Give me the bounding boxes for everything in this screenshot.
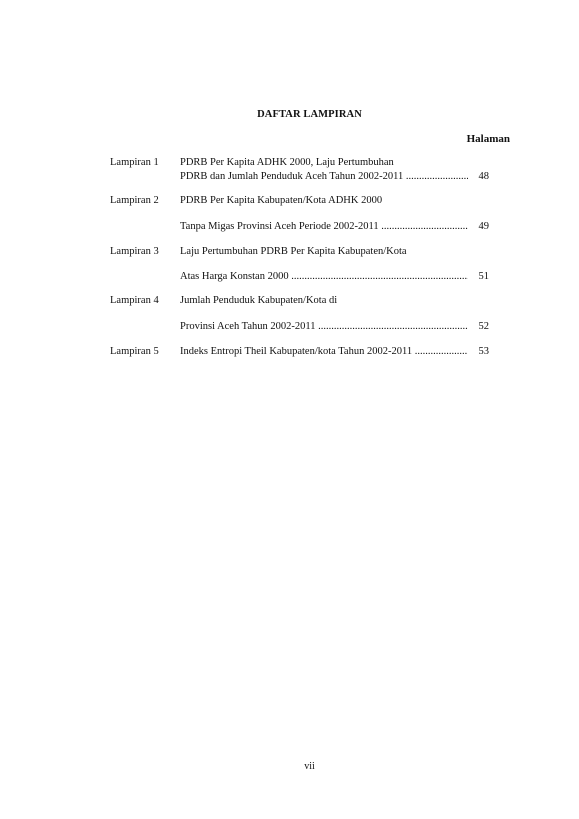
- entry-title-continued: Tanpa Migas Provinsi Aceh Periode 2002-2011 .....: [180, 220, 468, 234]
- entry-label: Lampiran 3: [110, 246, 159, 257]
- entry-label: Lampiran 4: [110, 295, 159, 306]
- entry-page-number: 49: [478, 221, 489, 232]
- page-column-header: Halaman: [466, 133, 510, 145]
- page-title: DAFTAR LAMPIRAN: [257, 109, 362, 120]
- list-item: [0, 156, 579, 170]
- list-item: [0, 194, 579, 208]
- entry-label: Lampiran 1: [110, 157, 159, 168]
- list-item-continuation: [0, 320, 579, 334]
- entry-page-number: 53: [478, 346, 489, 357]
- entry-title: PDRB Per Kapita Kabupaten/Kota ADHK 2000: [180, 195, 383, 206]
- footer-page-number: vii: [304, 761, 315, 772]
- list-item: [0, 245, 579, 259]
- entry-label: Lampiran 5: [110, 346, 159, 357]
- entry-title-continued: Atas Harga Konstan 2000 .....: [180, 270, 468, 284]
- entry-title-continued: Provinsi Aceh Tahun 2002-2011 .....: [180, 320, 468, 334]
- entry-page-number: 51: [478, 271, 489, 282]
- entry-title-continued: PDRB dan Jumlah Penduduk Aceh Tahun 2002-2011 .....: [180, 170, 468, 184]
- list-item: [0, 294, 579, 308]
- entry-title: Laju Pertumbuhan PDRB Per Kapita Kabupaten/Kota: [180, 246, 407, 257]
- list-item-continuation: [0, 270, 579, 284]
- entry-title: Indeks Entropi Theil Kabupaten/kota Tahun 2002-2011 .....: [180, 345, 468, 359]
- list-item-continuation: [0, 170, 579, 184]
- entry-title: Jumlah Penduduk Kabupaten/Kota di: [180, 295, 338, 306]
- list-item-continuation: [0, 220, 579, 234]
- entry-page-number: 48: [478, 171, 489, 182]
- entry-label: Lampiran 2: [110, 195, 159, 206]
- list-item: [0, 345, 579, 359]
- entry-title: PDRB Per Kapita ADHK 2000, Laju Pertumbuhan: [180, 157, 394, 168]
- entry-page-number: 52: [478, 321, 489, 332]
